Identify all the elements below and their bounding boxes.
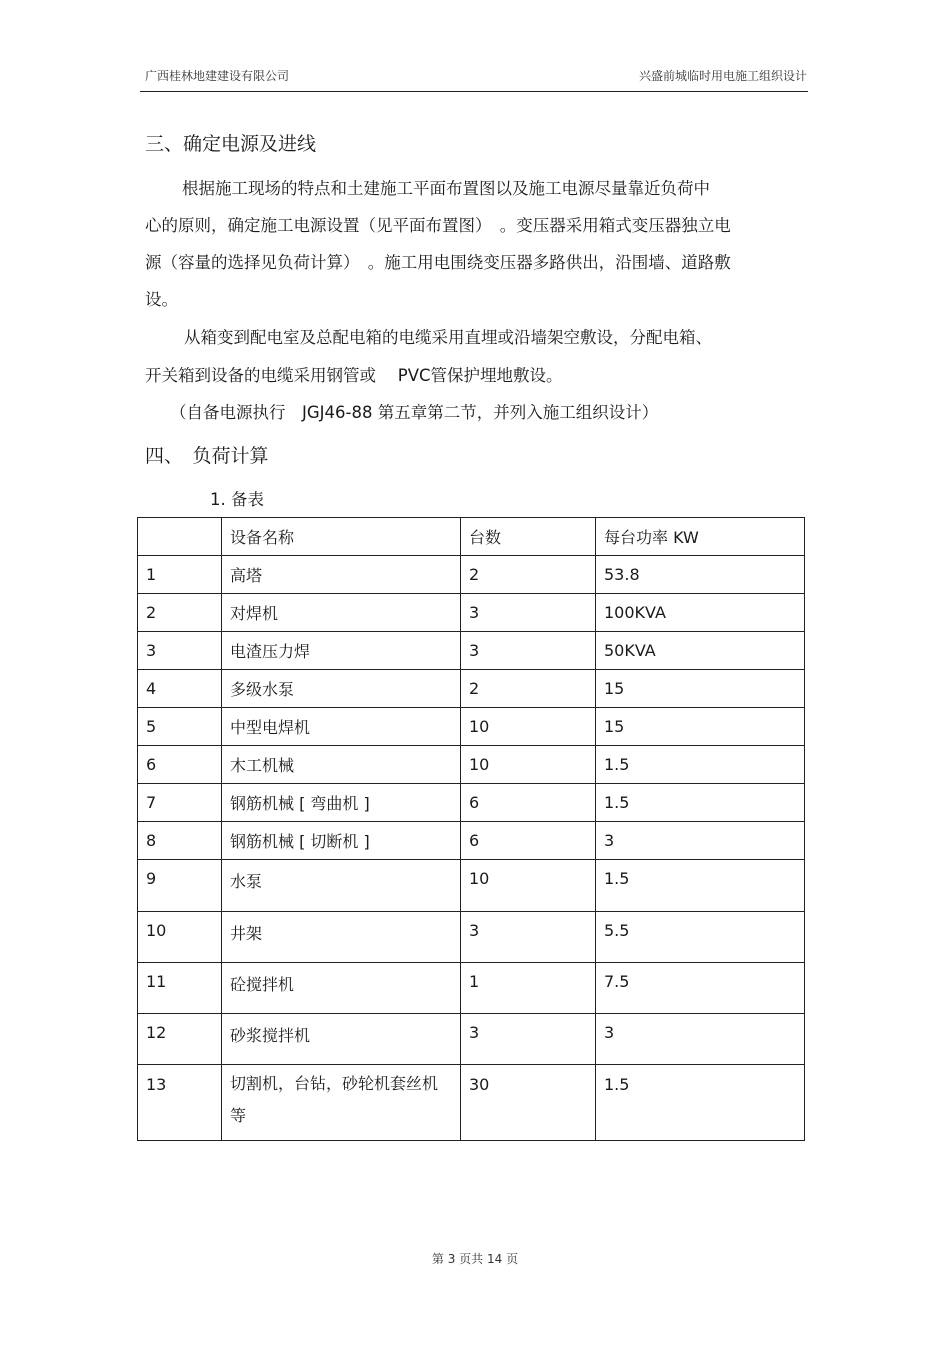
cell-power: 3 [596,822,805,860]
cell-index: 9 [138,860,222,912]
cell-count: 3 [461,912,596,963]
header-document-title: 兴盛前城临时用电施工组织设计 [638,69,807,83]
cell-name: 砂浆搅拌机 [222,1014,461,1065]
table-row [138,632,805,670]
table-row [138,708,805,746]
header-cell-name: 设备名称 [222,518,461,556]
cell-name: 水泵 [222,860,461,912]
cell-count: 3 [461,632,596,670]
cell-power: 53.8 [596,556,805,594]
cell-name: 中型电焊机 [222,708,461,746]
cell-power: 5.5 [596,912,805,963]
cell-index: 12 [138,1014,222,1065]
cell-count: 2 [461,670,596,708]
paragraph-3: （自备电源执行 JGJ46-88 第五章第二节，并列入施工组织设计） [170,403,659,422]
paragraph-2-line-2: 开关箱到设备的电缆采用钢管或 PVC管保护埋地敷设。 [145,366,563,385]
cell-name: 井架 [222,912,461,963]
cell-count: 6 [461,784,596,822]
cell-name: 多级水泵 [222,670,461,708]
cell-name: 砼搅拌机 [222,963,461,1014]
cell-power: 15 [596,708,805,746]
cell-count: 10 [461,746,596,784]
paragraph-2-line-1: 从箱变到配电室及总配电箱的电缆采用直埋或沿墙架空敷设，分配电箱、 [184,328,712,347]
cell-index: 10 [138,912,222,963]
table-row [138,1065,805,1141]
cell-index: 8 [138,822,222,860]
cell-name: 钢筋机械 [ 弯曲机 ] [222,784,461,822]
cell-count: 6 [461,822,596,860]
table-row [138,912,805,963]
cell-index: 3 [138,632,222,670]
table-row [138,746,805,784]
table-row [138,670,805,708]
header-divider [140,91,808,92]
table-caption: 1. 备表 [210,490,264,509]
table-header-row [138,518,805,556]
table-row [138,784,805,822]
table-row [138,822,805,860]
paragraph-1-line-2: 心的原则，确定施工电源设置（见平面布置图） 。变压器采用箱式变压器独立电 [145,216,731,235]
paragraph-1-line-3: 源（容量的选择见负荷计算） 。施工用电围绕变压器多路供出，沿围墙、道路敷 [145,253,731,272]
cell-index: 6 [138,746,222,784]
table-row [138,594,805,632]
cell-power: 3 [596,1014,805,1065]
cell-name: 木工机械 [222,746,461,784]
cell-power: 1.5 [596,1065,805,1141]
cell-index: 7 [138,784,222,822]
cell-count: 2 [461,556,596,594]
cell-power: 1.5 [596,860,805,912]
header-cell-count: 台数 [461,518,596,556]
table-row [138,860,805,912]
cell-index: 13 [138,1065,222,1141]
header-company: 广西桂林地建建设有限公司 [145,69,290,83]
cell-count: 1 [461,963,596,1014]
cell-index: 2 [138,594,222,632]
cell-index: 5 [138,708,222,746]
section-3-heading: 三、确定电源及进线 [145,133,317,155]
cell-index: 4 [138,670,222,708]
cell-power: 100KVA [596,594,805,632]
table-row [138,1014,805,1065]
cell-name: 切割机，台钻，砂轮机套丝机等 [222,1065,461,1141]
cell-name: 高塔 [222,556,461,594]
cell-index: 1 [138,556,222,594]
paragraph-1-line-1: 根据施工现场的特点和土建施工平面布置图以及施工电源尽量靠近负荷中 [182,179,710,198]
header-cell-index [138,518,222,556]
cell-count: 30 [461,1065,596,1141]
cell-power: 1.5 [596,746,805,784]
table-row [138,963,805,1014]
cell-power: 7.5 [596,963,805,1014]
cell-count: 10 [461,708,596,746]
cell-name: 钢筋机械 [ 切断机 ] [222,822,461,860]
cell-power: 15 [596,670,805,708]
cell-name: 对焊机 [222,594,461,632]
cell-power: 1.5 [596,784,805,822]
section-4-heading: 四、 负荷计算 [145,445,269,467]
cell-count: 3 [461,1014,596,1065]
cell-count: 10 [461,860,596,912]
cell-count: 3 [461,594,596,632]
table-row [138,556,805,594]
page-number: 第 3 页共 14 页 [431,1252,519,1266]
paragraph-1-line-4: 设。 [145,290,178,309]
cell-index: 11 [138,963,222,1014]
cell-name: 电渣压力焊 [222,632,461,670]
header-cell-power: 每台功率 KW [596,518,805,556]
equipment-table [137,517,805,1141]
cell-power: 50KVA [596,632,805,670]
